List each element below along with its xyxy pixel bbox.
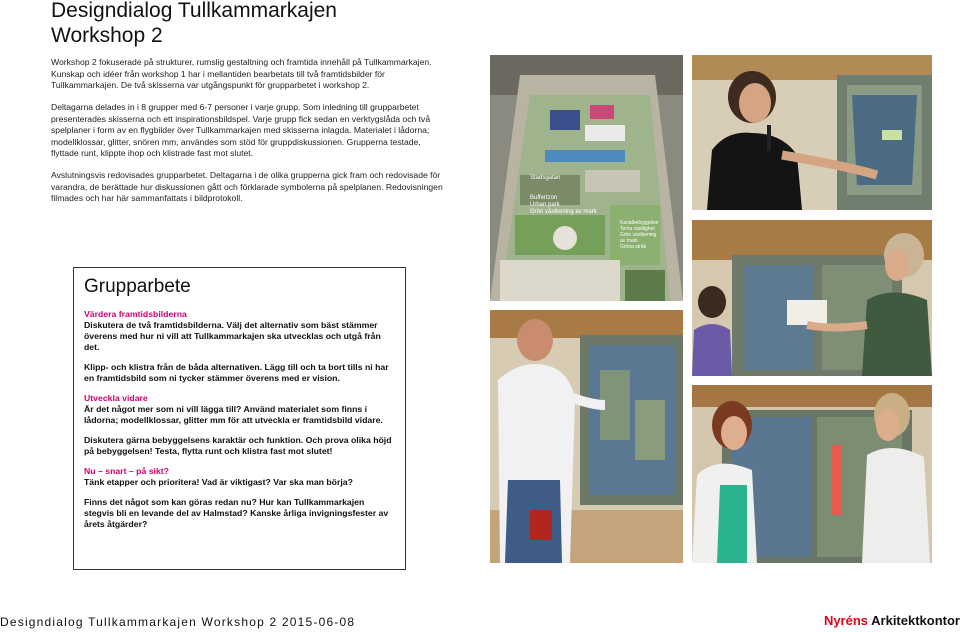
model-label: Stadsgatan	[530, 175, 561, 181]
footer-logo	[824, 613, 960, 628]
intro-paragraph-1: Workshop 2 fokuserade på strukturer, rumslig gestaltning och framtida innehåll på Tullkammarkajen. Kunskap och idéer från workshop 1 har i mellantiden bearbetats till två framtidsbilder för Tullkammarkajen. De två skisserna var utgångspunkt för grupparbetet i workshop 2.	[51, 57, 432, 90]
brand-name: Nyréns	[823, 613, 869, 628]
model-label: Urban park	[530, 202, 560, 208]
presenter-photo-3	[490, 310, 683, 563]
presenter-photo-4	[692, 385, 932, 563]
box-section	[84, 309, 395, 353]
section-heading: Utveckla vidare	[84, 393, 148, 403]
section-heading: Värdera framtidsbilderna	[84, 309, 187, 319]
box-section	[84, 497, 395, 530]
section-heading: Nu – snart – på sikt?	[84, 466, 169, 476]
model-labels-3	[620, 220, 658, 250]
model-label: av mark	[620, 238, 638, 244]
presenter-photo-1	[692, 55, 932, 210]
model-labels-2	[530, 195, 597, 216]
section-body: Tänk etapper och prioritera! Vad är viktigast? Var ska man börja?	[84, 477, 353, 487]
box-section	[84, 393, 395, 426]
model-label: Kanalbebyggelse	[620, 220, 659, 226]
box-section	[84, 435, 395, 457]
box-section	[84, 466, 395, 488]
title-line-2: Workshop 2	[51, 24, 163, 47]
grupparbete-box	[73, 267, 406, 570]
intro-paragraph-2: Deltagarna delades in i 8 grupper med 6-7 personer i varje grupp. Som inledning till grupparbetet presenterades skisserna och ett inspirationsbildspel. Varje grupp fick sedan en verktygslåda och två spelplaner i form av en flygbilder över Tullkammarkajen med skisserna inlagda. Materialet i lådorna; modellklossar, glitter, snören mm, användes som stöd för gruppdiskussionen. Grupperna testade, flyttade runt, klippte ihop och klistrade fast mot slutet.	[51, 102, 431, 158]
section-body: Är det något mer som ni vill lägga till? Använd materialet som finns i lådorna; modellklossar, glitter mm för att utveckla er framtidsbild vidare.	[84, 404, 383, 425]
model-table-photo	[490, 55, 683, 301]
title-line-1: Designdialog Tullkammarkajen	[51, 0, 337, 22]
model-label: Grön växtkening av mark	[530, 209, 597, 215]
model-label: Buffertzon	[530, 195, 558, 201]
box-section	[84, 362, 395, 384]
intro-paragraph-3: Avslutningsvis redovisades grupparbetet. Deltagarna i de olika grupperna gick fram och redovisade för varandra, de berättade hur diskussionen gått och förklarade symbolerna på spelplanen. Redovisningen filmades och har här sammanfattats i bildprotokoll.	[51, 170, 443, 203]
box-title: Grupparbete	[84, 276, 191, 297]
brand-suffix: Arkitektkontor	[868, 613, 960, 628]
section-body: Diskutera de två framtidsbilderna. Välj det alternativ som bäst stämmer överens med hur ni vill att Tullkammarkajen ska utvecklas och utgå från det.	[84, 320, 381, 352]
section-body: Finns det något som kan göras redan nu? Hur kan Tullkammarkajen stegvis bli en levande del av Halmstad? Kanske årliga invigningsfester av årets åtgärder?	[84, 497, 389, 529]
model-label: Tema växtlighet	[620, 226, 655, 232]
page-title	[51, 0, 337, 48]
model-label: Gröna stråk	[620, 244, 647, 250]
section-body: Diskutera gärna bebyggelsens karaktär och funktion. Och prova olika höjd på bebyggelsen! Testa, flytta runt och klistra fast mot slutet!	[84, 435, 392, 456]
section-body: Klipp- och klistra från de båda alternativen. Lägg till och ta bort tills ni har en framtidsbild som ni tycker stämmer överens med er vision.	[84, 362, 389, 383]
model-label: Grön växtkening	[620, 232, 657, 238]
footer-caption: Designdialog Tullkammarkajen Workshop 2 2015-06-08	[0, 615, 356, 629]
model-labels-1	[530, 175, 560, 182]
presenter-photo-2	[692, 220, 932, 376]
